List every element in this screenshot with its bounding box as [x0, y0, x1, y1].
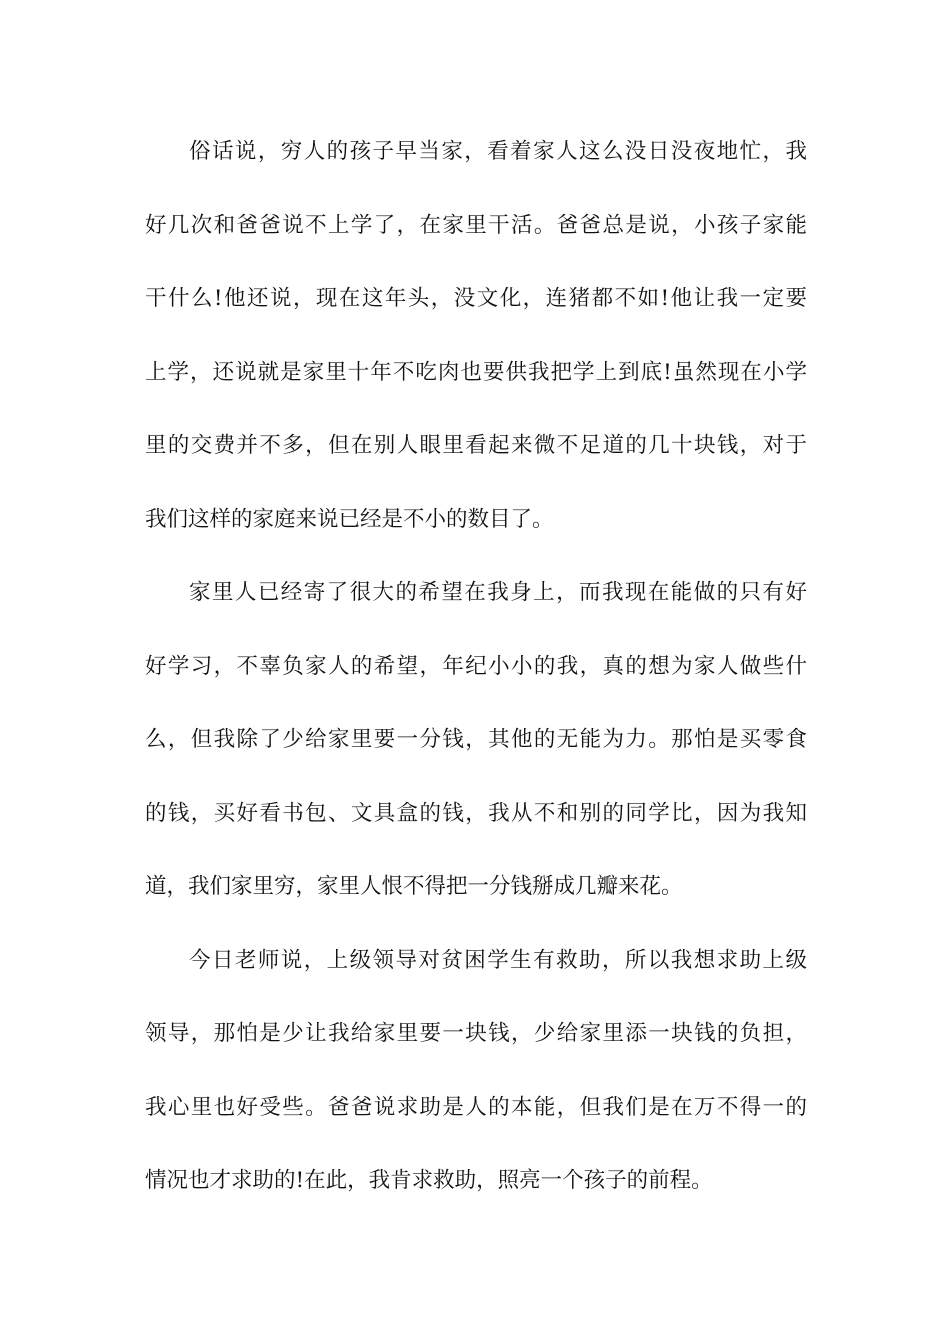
- text-line: 的钱，买好看书包、文具盒的钱，我从不和别的同学比，因为我知: [145, 800, 807, 826]
- text-line: 我们这样的家庭来说已经是不小的数目了。: [145, 506, 554, 532]
- text-line: 里的交费并不多，但在别人眼里看起来微不足道的几十块钱，对于: [145, 433, 807, 458]
- paragraph: [145, 937, 807, 1231]
- text-line: 上学，还说就是家里十年不吃肉也要供我把学上到底!虽然现在小学: [145, 359, 807, 385]
- text-line: 情况也才求助的!在此，我肯求救助，照亮一个孩子的前程。: [145, 1168, 713, 1193]
- text-line: 干什么!他还说，现在这年头，没文化，连猪都不如!他让我一定要: [145, 286, 807, 311]
- text-line: 么，但我除了少给家里要一分钱，其他的无能为力。那怕是买零食: [145, 727, 807, 752]
- text-line: 我心里也好受些。爸爸说求助是人的本能，但我们是在万不得一的: [145, 1094, 807, 1120]
- document-body: [145, 128, 807, 1231]
- paragraph: [145, 569, 807, 937]
- text-line: 今日老师说，上级领导对贫困学生有救助，所以我想求助上级: [189, 947, 807, 973]
- text-line: 好几次和爸爸说不上学了，在家里干活。爸爸总是说，小孩子家能: [145, 212, 807, 238]
- paragraph: [145, 128, 807, 569]
- text-line: 好学习，不辜负家人的希望，年纪小小的我，真的想为家人做些什: [145, 653, 807, 679]
- text-line: 家里人已经寄了很大的希望在我身上，而我现在能做的只有好: [189, 580, 807, 605]
- text-line: 领导，那怕是少让我给家里要一块钱，少给家里添一块钱的负担，: [145, 1021, 807, 1046]
- text-line: 俗话说，穷人的孩子早当家，看着家人这么没日没夜地忙，我: [189, 139, 807, 164]
- text-line: 道，我们家里穷，家里人恨不得把一分钱掰成几瓣来花。: [145, 874, 683, 899]
